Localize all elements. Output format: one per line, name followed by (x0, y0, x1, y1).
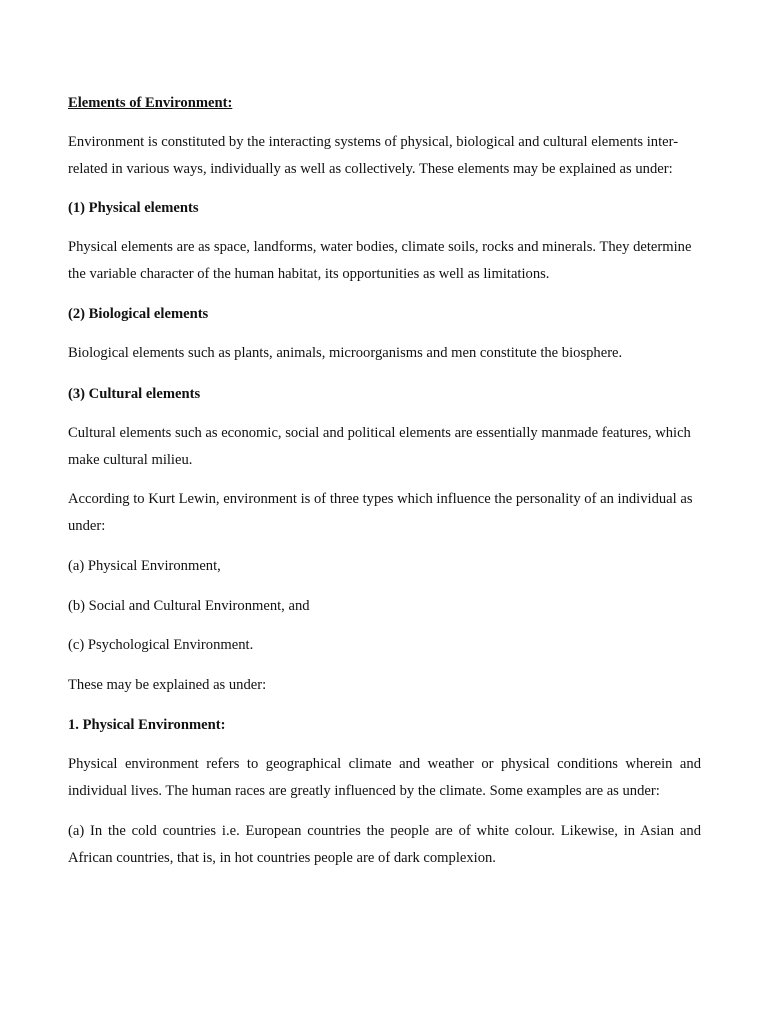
section-heading-physical: (1) Physical elements (68, 200, 199, 216)
physical-environment-example-a: (a) In the cold countries i.e. European countries the people are of white colour. Likewise, in Asian and African countries, that is, in hot countries people are of dark complexion. (68, 823, 701, 866)
lewin-paragraph: According to Kurt Lewin, environment is of three types which influence the personality of an individual as under: (68, 491, 693, 534)
intro-paragraph: Environment is constituted by the interacting systems of physical, biological and cultural elements inter-related in various ways, individually as well as collectively. These elements may be explained as under: (68, 134, 679, 177)
type-item-b: (b) Social and Cultural Environment, and (68, 598, 310, 614)
section-heading-biological: (2) Biological elements (68, 306, 209, 322)
document-title: Elements of Environment: (68, 95, 233, 111)
physical-environment-text: Physical environment refers to geographical climate and weather or physical conditions wherein and individual lives. The human races are greatly influenced by the climate. Some examples are as under: (68, 756, 701, 799)
explain-line: These may be explained as under: (68, 677, 267, 693)
section-text-physical: Physical elements are as space, landforms, water bodies, climate soils, rocks and minerals. They determine the variable character of the human habitat, its opportunities as well as limitations. (68, 239, 692, 282)
type-item-a: (a) Physical Environment, (68, 558, 221, 574)
type-item-c: (c) Psychological Environment. (68, 637, 254, 653)
physical-environment-heading: 1. Physical Environment: (68, 717, 226, 733)
section-text-cultural: Cultural elements such as economic, social and political elements are essentially manmade features, which make cultural milieu. (68, 425, 691, 468)
section-heading-cultural: (3) Cultural elements (68, 386, 201, 402)
section-text-biological: Biological elements such as plants, animals, microorganisms and men constitute the biosphere. (68, 345, 623, 361)
